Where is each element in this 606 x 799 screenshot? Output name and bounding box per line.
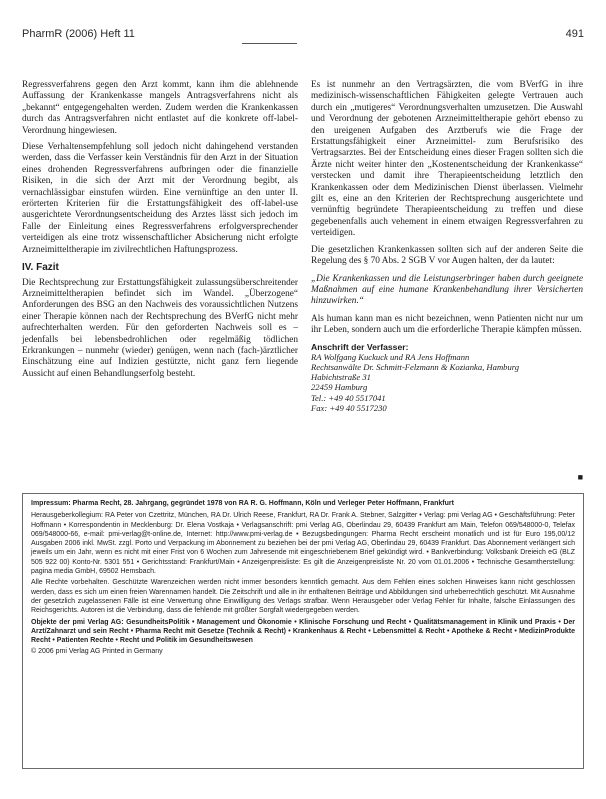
running-header xyxy=(22,28,584,44)
impressum-paragraph: Alle Rechte vorbehalten. Geschützte Warenzeichen werden nicht immer besonders kenntlich gemacht. Aus dem Fehlen eines solchen Hinweises kann nicht geschlossen werden, dass es sich um einen freien Warennamen handelt. Die Zeitschrift und alle in ihr enthaltenen Beiträge und Abbildungen sind urheberrechtlich geschützt. Mit Ausnahme der gesetzlich zugelassenen Fälle ist eine Verwertung ohne Einwilligung des Verlags strafbar. Wenn Herausgeber oder Verlag Fehler für Inhalte, falsche Einlassungen des Reichsgerichts. Autoren ist die Verbindung, dass die fehlende mit größter Sorgfalt wiedergegeben werden. xyxy=(31,579,575,615)
page-number: 491 xyxy=(565,28,584,40)
impressum-publications: Objekte der pmi Verlag AG: GesundheitsPolitik • Management und Ökonomie • Klinische Forschung und Recht • Qualitätsmanagement in Klinik und Praxis • Der Arzt/Zahnarzt und sein Recht • Pharma Recht mit Gesetze (Technik & Recht) • Krankenhaus & Recht • Lebensmittel & Recht • Apotheke & Recht • MedizinProdukte Recht • Patienten Rechte • Recht und Politik im Gesundheitswesen xyxy=(31,618,575,645)
author-address xyxy=(311,342,583,413)
paragraph: Die gesetzlichen Krankenkassen sollten sich auf der anderen Seite die Regelung des § 70 Abs. 2 SGB V vor Augen halten, der da lautet: xyxy=(311,244,583,267)
paragraph: Als human kann man es nicht bezeichnen, wenn Patienten nicht nur um ihr Leben, sondern auch um die erforderliche Therapie kämpfen müssen. xyxy=(311,313,583,336)
copyright-line: © 2006 pmi Verlag AG Printed in Germany xyxy=(31,648,163,656)
author-line: Habichtstraße 31 xyxy=(311,372,371,383)
paragraph: Die Rechtsprechung zur Erstattungsfähigkeit zulassungsüberschreitender Arzneimitteltherapien befindet sich im Wandel. „Überzogene“ Anforderungen des BSG an den Nachweis des voraussichtlichen Nutzens einer Therapie können nach der Rechtsprechung des BVerfG nicht mehr aufrechterhalten werden. Für den geforderten Nachweis soll es – jedenfalls bei lebensbedrohlichen oder regelmäßig tödlichen Erkrankungen – nunmehr (wieder) genügen, wenn nach (fach-)ärztlicher Einschätzung eine auf Indizien gestützte, nicht ganz fern liegende Aussicht auf einen Behandlungserfolg besteht. xyxy=(22,277,298,379)
author-line: 22459 Hamburg xyxy=(311,382,368,393)
header-rule xyxy=(242,43,297,44)
end-of-article-mark: ■ xyxy=(577,471,583,482)
author-line: RA Wolfgang Kuckuck und RA Jens Hoffmann xyxy=(311,351,470,362)
impressum-title: Impressum: Pharma Recht, 28. Jahrgang, gegründet 1978 von RA R. G. Hoffmann, Köln und Verleger Peter Hoffmann, Frankfurt xyxy=(31,500,454,507)
impressum-paragraph: Herausgeberkollegium: RA Peter von Czettritz, München, RA Dr. Ulrich Reese, Frankfurt, RA Dr. Frank A. Stebner, Salzgitter • Verlag: pmi Verlag AG • Geschäftsführung: Peter Hoffmann • Korrespondentin in Mecklenburg: Dr. Elena Vostkaja • Verlagsanschrift: pmi Verlag AG, Oberlindau 29, 60439 Frankfurt am Main, Telefon 069/548000-0, Telefax 069/548000-66, e-mail: pmi-verlag@t-online.de, Internet: http://www.pmi-verlag.de • Bezugsbedingungen: Pharma Recht erscheint monatlich und ist für Euro 195,00/12 Ausgaben 2006 inkl. MwSt. zzgl. Porto und Verpackung im Abonnement zu beziehen bei der pmi Verlag AG, Oberlindau 29, 60439 Frankfurt. Das Abonnement verlängert sich jeweils um ein Jahr, wenn es nicht mit einer Frist von 6 Wochen zum Jahresende mit eingeschriebenem Brief gekündigt wird. • Bankverbindung: Volksbank Dreieich eG (BLZ 505 922 00) Konto-Nr. 5301 551 • Gerichtsstand: Frankfurt/Main • Anzeigenpreisliste: Es gilt die Anzeigenpreisliste Nr. 20 vom 01.01.2006 • Technische Gesamtherstellung: pagina media GmbH, 69502 Hemsbach. xyxy=(31,512,575,576)
right-column xyxy=(311,80,583,485)
author-line: Fax: +49 40 5517230 xyxy=(311,402,387,413)
section-heading: IV. Fazit xyxy=(22,262,59,274)
journal-citation: PharmR (2006) Heft 11 xyxy=(22,28,135,40)
left-column xyxy=(22,80,298,385)
paragraph: Es ist nunmehr an den Vertragsärzten, die vom BVerfG in ihre medizinisch-wissenschaftlichen Fähigkeiten gelegte Vertrauen auch durch ein „mutigeres“ Verordnungsverhalten umzusetzen. Die Auswahl und Verordnung der gebotenen Arzneimitteltherapie gehört ebenso zu den ureigenen Aufgaben des Arztberufs wie die Frage der Erstattungsfähigkeit einer Arzneimittel- zum Berufsrisiko des Vertragsarztes. Bei der Entscheidung eines dieser Fragen sollten sich die Ärzte nicht weiter hinter den „Kostenentscheidung der Krankenkasse“ verstecken und damit ihre Therapieentscheidung letztlich den Krankenkassen oder dem Medizinischen Dienst überlassen. Vielmehr gilt es, eine an den Kriterien der Rechtsprechung ausgerichtete und vernünftig begründete Therapieentscheidung zu treffen und diese gegebenenfalls auch vehement in einem etwaigen Regressverfahren zu verteidigen. xyxy=(311,80,583,239)
paragraph: Diese Verhaltensempfehlung soll jedoch nicht dahingehend verstanden werden, dass die Verfasser kein Verständnis für den Arzt in der Situation eines drohenden Regressverfahrens aufbringen oder die finanzielle Risiken, in die sich der Arzt mit der Verordnung begibt, als vernachlässigbar einstufen würden. Eine vernünftige an den unter II. erörterten Kriterien für die Erstattungsfähigkeit des off-label-use ausgerichtete Verordnungsentscheidung des Arztes lässt sich jedoch im Falle der Einleitung eines Regressverfahrens erfolgversprechender verteidigen als eine trotz wissenschaftlicher Absicherung nicht erfolgte Arzneimitteltherapie im zivilrechtlichen Haftungsprozess. xyxy=(22,142,298,255)
author-line: Tel.: +49 40 5517041 xyxy=(311,392,386,403)
author-address-heading: Anschrift der Verfasser: xyxy=(311,341,409,352)
paragraph: Regressverfahrens gegen den Arzt kommt, kann ihm die ablehnende Auffassung der Krankenkasse mangels Antragsverfahrens nicht als „bekannt“ entgegengehalten werden. Zudem werden die Krankenkassen durch das Antragsverfahren nicht entlastet auf die konkrete off-label-Verordnung hingewiesen. xyxy=(22,80,298,136)
impressum-box xyxy=(22,493,584,769)
legal-quote: „Die Krankenkassen und die Leistungserbringer haben durch geeignete Maßnahmen auf eine humane Krankenbehandlung ihrer Versicherten hinzuwirken.“ xyxy=(311,273,583,307)
author-line: Rechtsanwälte Dr. Schmitt-Felzmann & Kozianka, Hamburg xyxy=(311,361,520,372)
